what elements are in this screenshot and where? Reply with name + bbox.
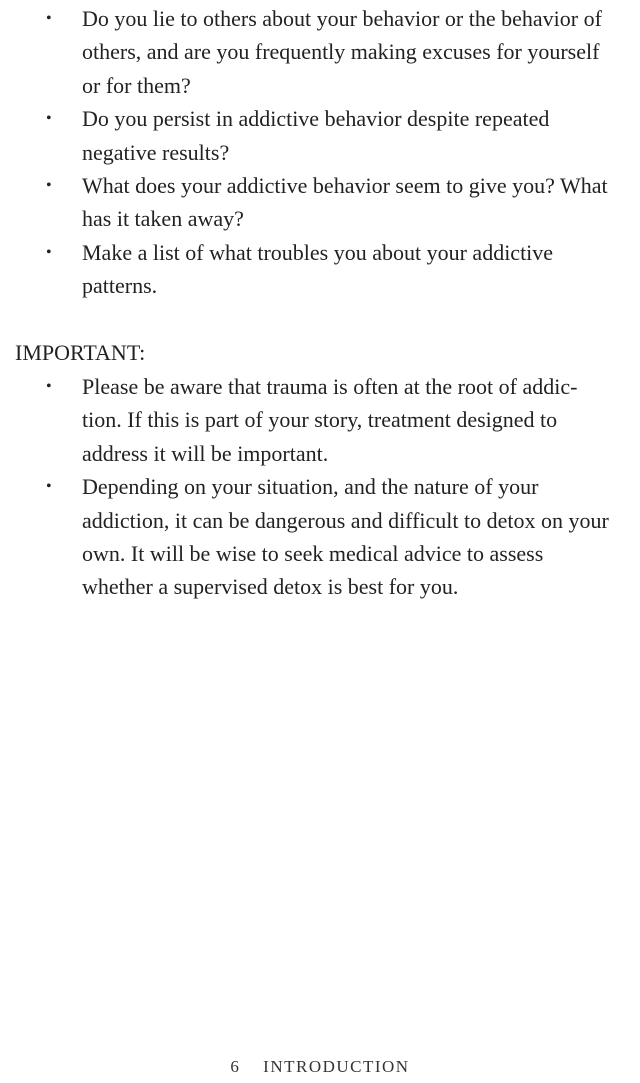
bullet-icon: • bbox=[46, 478, 52, 496]
list-item-text: Make a list of what troubles you about your addictive patterns. bbox=[82, 239, 554, 299]
page-footer bbox=[0, 1054, 640, 1080]
questions-list bbox=[0, 2, 640, 303]
list-item bbox=[0, 2, 640, 102]
list-item bbox=[0, 169, 640, 236]
list-item bbox=[0, 370, 640, 470]
list-item-text: Please be aware that trauma is often at the root of addic-tion. If this is part of your story, treatment designed to address it will be important. bbox=[82, 374, 578, 466]
running-head: INTRODUCTION bbox=[263, 1057, 410, 1076]
list-item-text: What does your addictive behavior seem to give you? What has it taken away? bbox=[82, 173, 608, 232]
bullet-icon: • bbox=[46, 243, 52, 261]
important-heading: IMPORTANT: bbox=[15, 340, 146, 365]
bullet-icon: • bbox=[46, 177, 52, 195]
page-number: 6 bbox=[230, 1057, 239, 1076]
list-item bbox=[0, 236, 640, 303]
list-item bbox=[0, 470, 640, 604]
important-list bbox=[0, 370, 640, 604]
bullet-icon: • bbox=[46, 110, 52, 128]
list-item-text: Depending on your situation, and the nature of your addiction, it can be dangerous and difficult to detox on your own. It will be wise to seek medical advice to assess whether a supervised detox is best for you. bbox=[82, 474, 609, 600]
list-item-text: Do you lie to others about your behavior or the behavior of others, and are you frequently making excuses for yourself or for them? bbox=[82, 6, 602, 98]
list-item-text: Do you persist in addictive behavior despite repeated negative results? bbox=[82, 106, 550, 165]
bullet-icon: • bbox=[46, 10, 52, 27]
bullet-icon: • bbox=[46, 378, 52, 395]
list-item bbox=[0, 102, 640, 169]
